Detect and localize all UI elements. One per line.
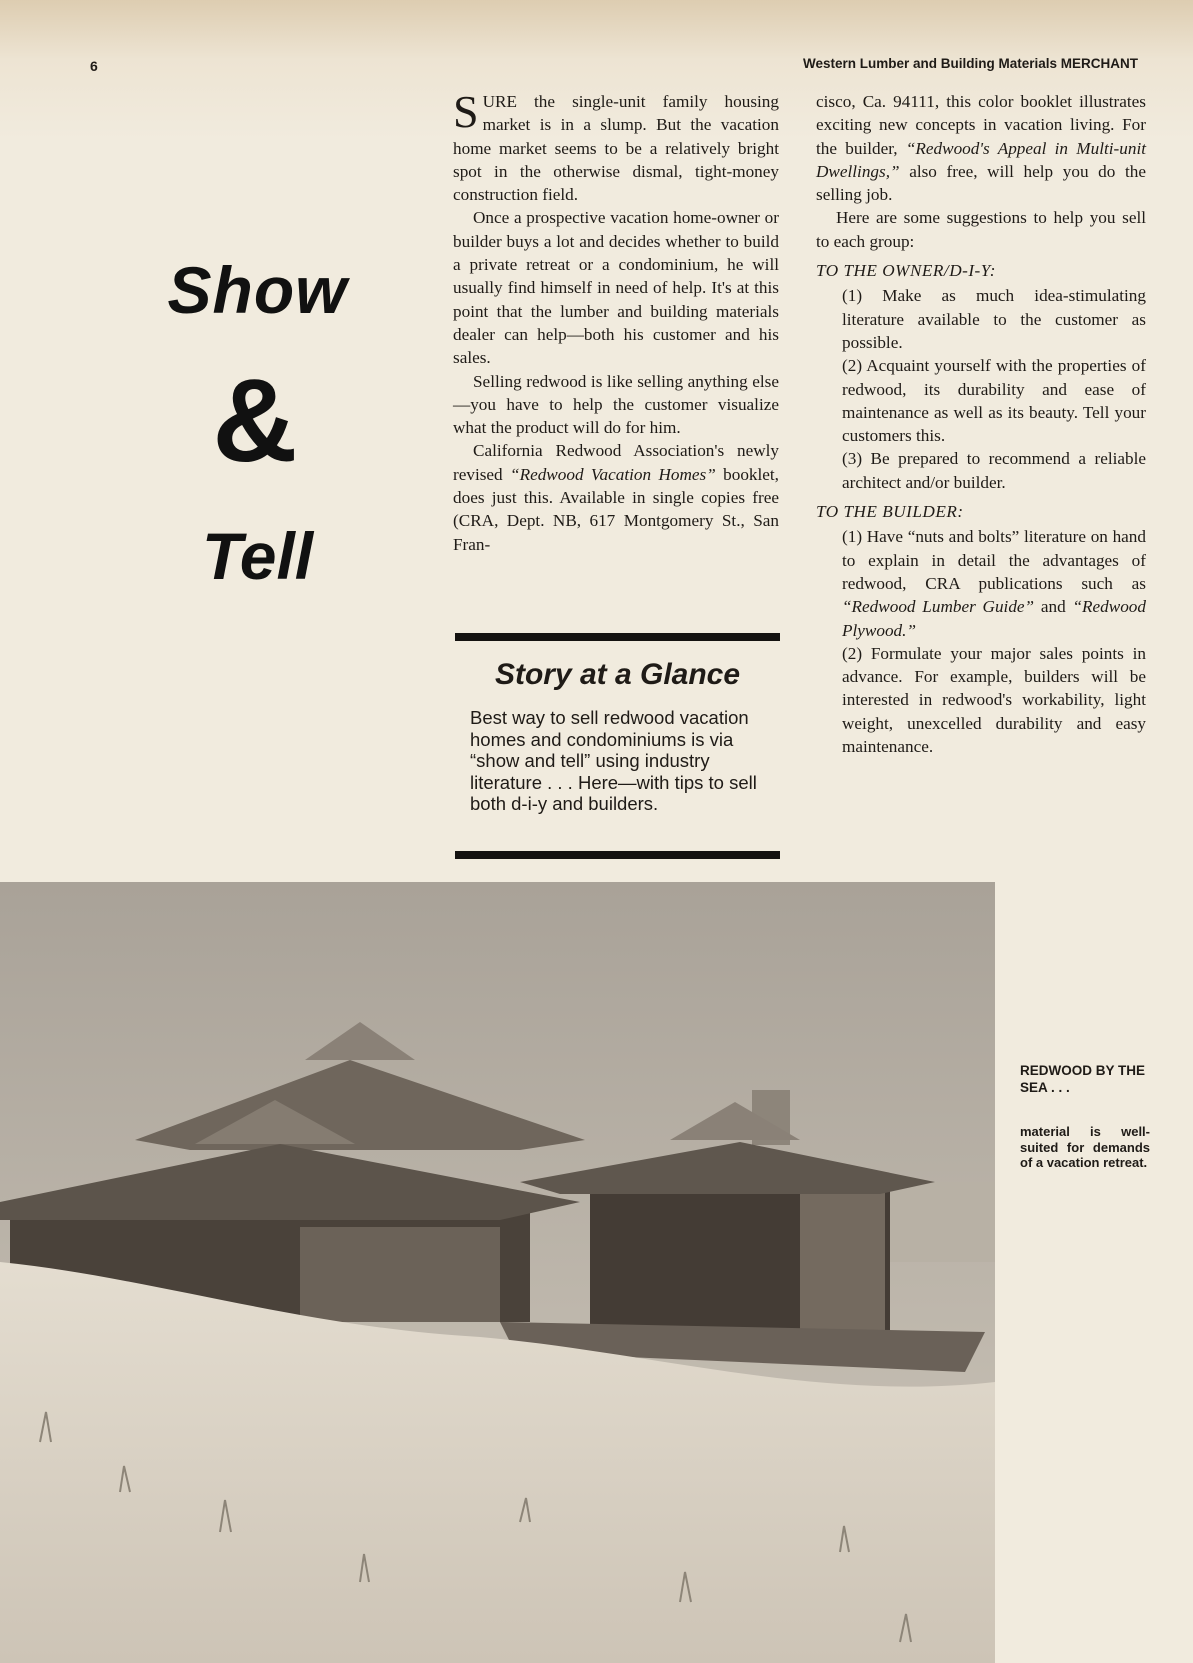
- booklet-title: “Redwood Vacation Homes”: [510, 464, 716, 484]
- caption-body: material is well-suited for demands of a vacation retreat.: [1020, 1124, 1150, 1170]
- list-item: (2) Formulate your major sales points in advance. For example, builders will be interested in redwood's workability, light weight, unexcelled durability and easy maintenance.: [842, 643, 1146, 757]
- paragraph-text: URE the single-unit family housing market is in a slump. But the vacation home market seems to be a relatively bright spot in the otherwise dismal, tight-money construction field.: [453, 92, 779, 205]
- paragraph-text: (1) Have “nuts and bolts” literature on hand to explain in detail the advantages of redwood, CRA publications such as: [842, 527, 1146, 593]
- glance-rule-top: [455, 633, 780, 641]
- article-paragraph: [453, 86, 779, 206]
- glance-rule-bottom: [455, 851, 780, 859]
- list-item: (1) Make as much idea-stimulating literature available to the customer as possible.: [842, 286, 1146, 352]
- drop-cap: S: [453, 86, 479, 137]
- running-head: Western Lumber and Building Materials MERCHANT: [802, 56, 1138, 71]
- article-column-1: [453, 86, 779, 556]
- right-house-panel: [800, 1192, 885, 1332]
- subhead-owner: TO THE OWNER/D-I-Y:: [816, 261, 996, 281]
- subhead-builder: TO THE BUILDER:: [816, 502, 964, 522]
- paragraph-text: also free, will help you do the selling job.: [816, 161, 1146, 205]
- caption-title: REDWOOD BY THE SEA . . .: [1020, 1063, 1146, 1095]
- paragraph-text: booklet, does just this. Available in single copies free (CRA, Dept. NB, 617 Montgomery St., San Fran-: [453, 464, 779, 554]
- beach-house-photo: [0, 882, 995, 1663]
- headline-show: Show: [167, 253, 348, 327]
- article-paragraph: [816, 90, 1146, 206]
- publication-title: “Redwood Plywood.”: [842, 597, 1146, 640]
- glance-title: Story at a Glance: [494, 658, 741, 691]
- glance-body: Best way to sell redwood vacation homes and condominiums is via “show and tell” using industry literature . . . Here—with tips to sell both d-i-y and builders.: [470, 707, 757, 815]
- headline-ampersand: &: [212, 355, 298, 487]
- headline-tell: Tell: [201, 519, 314, 593]
- publication-title: “Redwood Lumber Guide”: [842, 597, 1035, 617]
- paragraph-text: cisco, Ca. 94111, this color booklet illustrates exciting new concepts in vacation living. For the builder,: [816, 92, 1146, 158]
- list-item: [816, 525, 1146, 641]
- distant-dunes: [880, 1182, 995, 1262]
- article-paragraph: Here are some suggestions to help you sell to each group:: [816, 208, 1146, 251]
- left-house-panel: [300, 1227, 500, 1322]
- article-paragraph: [453, 439, 779, 555]
- paragraph-text: California Redwood Association's newly revised: [453, 441, 779, 484]
- article-column-2: [816, 90, 1146, 758]
- booklet-title: “Redwood's Appeal in Multi-unit Dwellings,”: [816, 138, 1146, 181]
- photo-illustration: [0, 882, 995, 1663]
- page-number: 6: [90, 58, 98, 74]
- paragraph-text: and: [1034, 597, 1073, 617]
- list-item: (2) Acquaint yourself with the properties of redwood, its durability and ease of maintenance as well as its beauty. Tell your customers this.: [842, 356, 1146, 446]
- article-paragraph: Selling redwood is like selling anything else—you have to help the customer visualize what the product will do for him.: [453, 371, 779, 438]
- list-item: (3) Be prepared to recommend a reliable architect and/or builder.: [842, 449, 1146, 492]
- article-paragraph: Once a prospective vacation home-owner or builder buys a lot and decides whether to build a private retreat or a condominium, he will usually find himself in need of help. It's at this point that the lumber and building materials dealer can help—both his customer and his sales.: [453, 208, 779, 368]
